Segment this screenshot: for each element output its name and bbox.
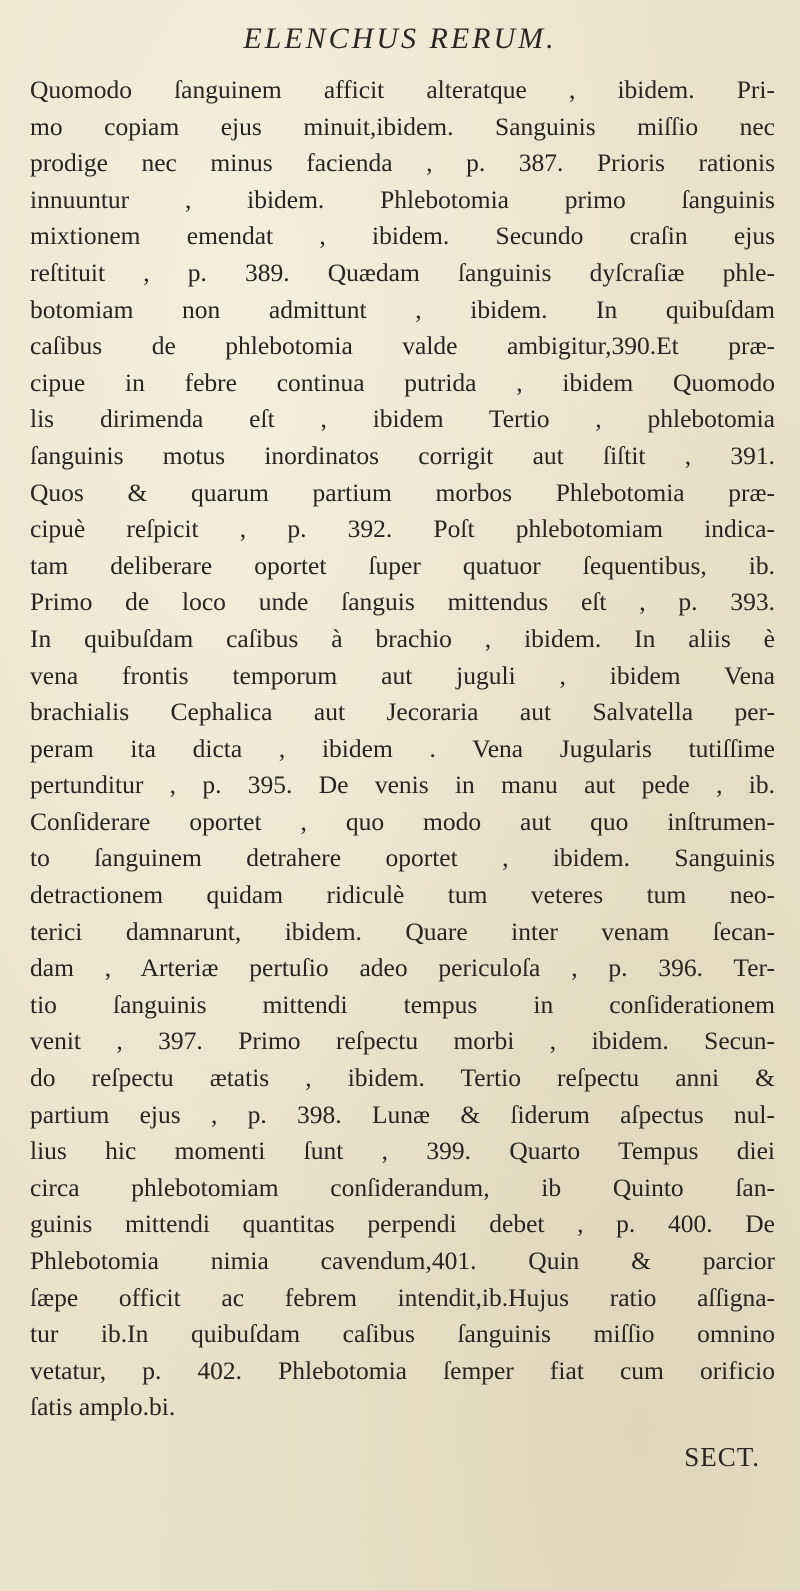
text-line: vena frontis temporum aut juguli , ibidem Vena [30,660,775,690]
text-line: lius hic momenti ſunt , 399. Quarto Tempus diei [30,1136,775,1166]
text-line: partium ejus , p. 398. Lunæ & ſiderum aſpectus nul- [30,1099,775,1129]
running-header: ELENCHUS RERUM. [243,22,557,55]
text-line: prodige nec minus facienda , p. 387. Prioris rationis [30,148,775,178]
text-line: to ſanguinem detrahere oportet , ibidem. Sanguinis [30,843,775,873]
text-line: Conſiderare oportet , quo modo aut quo inſtrumen- [30,806,775,836]
text-line: circa phlebotomiam conſiderandum, ib Quinto ſan- [30,1172,775,1202]
text-line: brachialis Cephalica aut Jecoraria aut Salvatella per- [30,697,775,727]
text-line: dam , Arteriæ pertuſio adeo periculoſa , p. 396. Ter- [30,953,775,983]
text-line: peram ita dicta , ibidem . Vena Jugularis tutiſſime [30,733,775,763]
text-line: lis dirimenda eſt , ibidem Tertio , phlebotomia [30,404,775,434]
text-line: mo copiam ejus minuit,ibidem. Sanguinis miſſio nec [30,111,775,141]
text-line: In quibuſdam caſibus à brachio , ibidem. In aliis è [30,623,775,653]
text-line: Primo de loco unde ſanguis mittendus eſt , p. 393. [30,587,775,617]
text-line: ſatis amplo.bi. [30,1392,176,1422]
text-line: Phlebotomia nimia cavendum,401. Quin & parcior [30,1246,775,1275]
text-line: tam deliberare oportet ſuper quatuor ſequentibus, ib. [30,550,775,580]
text-line: do reſpectu ætatis , ibidem. Tertio reſpectu anni & [30,1063,775,1093]
text-line: tio ſanguinis mittendi tempus in conſiderationem [30,989,775,1019]
text-line: ſanguinis motus inordinatos corrigit aut ſiſtit , 391. [30,440,775,470]
catchword: SECT. [684,1442,760,1472]
text-line: pertunditur , p. 395. De venis in manu aut pede , ib. [30,770,775,800]
text-line: cipuè reſpicit , p. 392. Poſt phlebotomiam indica- [30,514,775,544]
text-line: Quos & quarum partium morbos Phlebotomia præ- [30,477,775,507]
text-line: botomiam non admittunt , ibidem. In quibuſdam [30,294,775,324]
text-line: terici damnarunt, ibidem. Quare inter venam ſecan- [30,916,775,946]
text-line: venit , 397. Primo reſpectu morbi , ibidem. Secun- [30,1026,775,1056]
text-line: caſibus de phlebotomia valde ambigitur,390.Et præ- [30,331,775,361]
text-line: tur ib.In quibuſdam caſibus ſanguinis miſſio omnino [30,1319,775,1349]
text-line: mixtionem emendat , ibidem. Secundo craſin ejus [30,221,775,251]
text-line: innuuntur , ibidem. Phlebotomia primo ſanguinis [30,184,775,214]
text-line: detractionem quidam ridiculè tum veteres tum neo- [30,880,775,910]
index-entry-text [30,72,775,1426]
text-line: Quomodo ſanguinem afficit alteratque , ibidem. Pri- [30,75,775,104]
text-line: reſtituit , p. 389. Quædam ſanguinis dyſcraſiæ phle- [30,257,775,287]
text-line: guinis mittendi quantitas perpendi debet , p. 400. De [30,1209,775,1239]
text-line: cipue in febre continua putrida , ibidem Quomodo [30,367,775,397]
text-line: ſæpe officit ac febrem intendit,ib.Hujus ratio aſſigna- [30,1282,775,1312]
text-line: vetatur, p. 402. Phlebotomia ſemper fiat cum orificio [30,1355,775,1385]
